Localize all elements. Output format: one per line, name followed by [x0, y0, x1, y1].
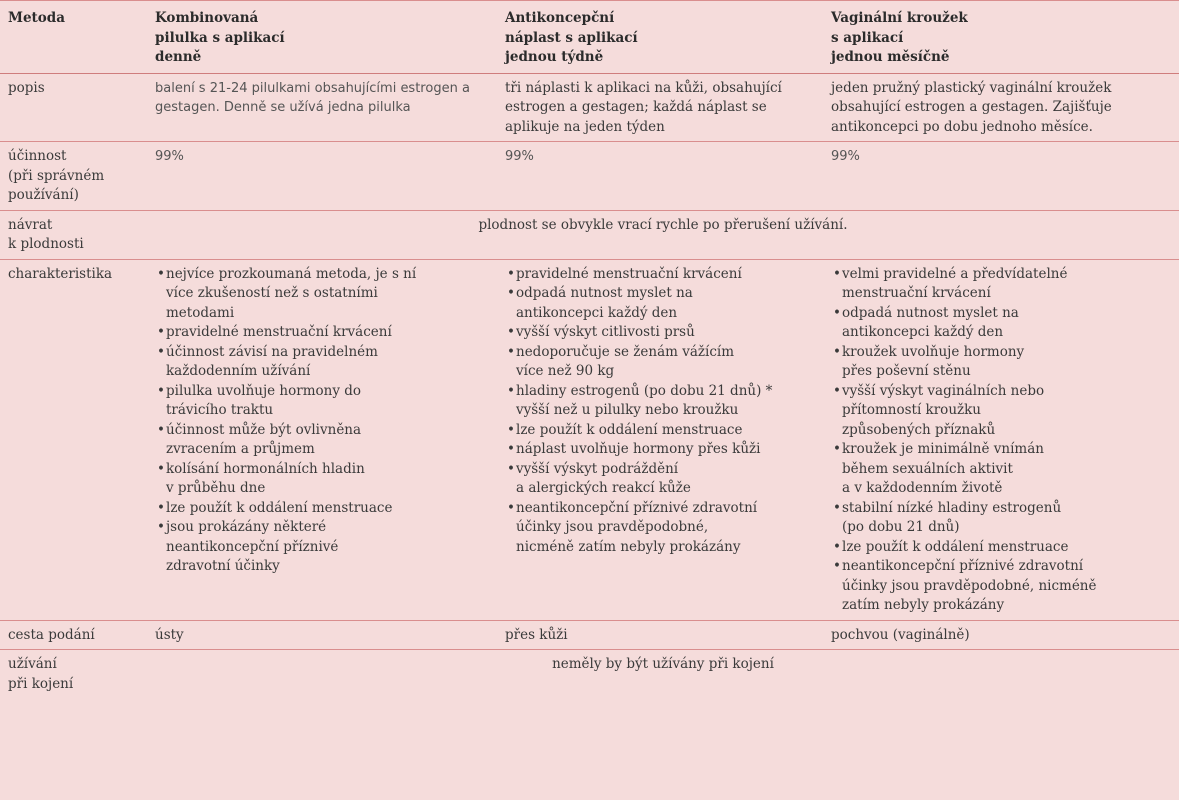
characteristic-line: zatím nebyly prokázány [842, 597, 1005, 613]
characteristic-line: pravidelné menstruační krvácení [516, 265, 742, 282]
bullet-marker: • [507, 499, 515, 516]
characteristic-line: a alergických reakcí kůže [516, 480, 691, 496]
characteristic-line: přítomností kroužku [842, 402, 981, 418]
characteristic-item [831, 265, 1171, 304]
bullet-marker: • [157, 421, 165, 438]
characteristic-line: více zkušeností než s ostatními [166, 285, 378, 301]
characteristic-line: menstruační krvácení [842, 285, 991, 301]
bullet-marker: • [157, 499, 165, 516]
characteristic-line: kolísání hormonálních hladin [166, 460, 365, 477]
characteristic-item [155, 499, 489, 519]
row-charakteristika [0, 259, 1179, 620]
characteristic-line: náplast uvolňuje hormony přes kůži [516, 441, 761, 457]
bullet-marker: • [507, 441, 515, 457]
characteristic-line: účinky jsou pravděpodobné, [516, 519, 709, 535]
bullet-marker: • [157, 324, 165, 340]
cell-navrat-value: plodnost se obvykle vrací rychle po přerušení užívání. [147, 210, 1179, 259]
characteristic-line: lze použít k oddálení menstruace [842, 538, 1069, 555]
characteristic-item [831, 343, 1171, 382]
cell-ucinnost-ring: 99% [823, 142, 1179, 211]
characteristic-line: pilulka uvolňuje hormony do [166, 382, 362, 399]
bullet-marker: • [833, 304, 841, 321]
row-label-cesta: cesta podání [0, 620, 147, 650]
characteristic-line: v průběhu dne [166, 480, 266, 496]
cell-char-pill [147, 259, 497, 620]
characteristic-line: nedoporučuje se ženám vážícím [516, 343, 735, 360]
characteristic-item [155, 382, 489, 421]
characteristic-line: kroužek je minimálně vnímán [842, 441, 1044, 457]
bullet-marker: • [833, 343, 841, 360]
bullet-marker: • [507, 343, 515, 360]
characteristic-line: více než 90 kg [516, 363, 615, 379]
characteristic-line: každodenním užívání [166, 363, 311, 379]
characteristic-item [505, 499, 815, 558]
characteristic-line: přes poševní stěnu [842, 363, 971, 379]
characteristic-line: (po dobu 21 dnů) [842, 519, 960, 535]
cell-popis-pill: balení s 21-24 pilulkami obsahujícími estrogen a gestagen. Denně se užívá jedna pilulka [147, 73, 497, 142]
row-ucinnost [0, 142, 1179, 211]
characteristic-line: vyšší než u pilulky nebo kroužku [516, 402, 739, 418]
characteristic-item [505, 382, 815, 421]
characteristic-line: zdravotní účinky [166, 558, 280, 574]
characteristic-item [831, 304, 1171, 343]
characteristic-line: lze použít k oddálení menstruace [516, 421, 743, 438]
characteristic-line: kroužek uvolňuje hormony [842, 343, 1025, 360]
bullet-marker: • [833, 558, 841, 574]
characteristic-line: vyšší výskyt citlivosti prsů [516, 324, 695, 340]
bullet-marker: • [833, 441, 841, 457]
bullet-marker: • [507, 382, 515, 399]
characteristic-line: odpadá nutnost myslet na [516, 285, 693, 301]
cell-ucinnost-patch: 99% [497, 142, 823, 211]
bullet-marker: • [833, 499, 841, 516]
characteristic-line: antikoncepci každý den [842, 324, 1004, 340]
characteristic-item [831, 557, 1171, 616]
characteristic-line: pravidelné menstruační krvácení [166, 324, 392, 340]
characteristic-line: neantikoncepční příznivé zdravotní [516, 499, 758, 516]
characteristic-line: odpadá nutnost myslet na [842, 304, 1019, 321]
row-label-kojeni: užívání při kojení [8, 656, 74, 692]
char-list-ring [831, 265, 1171, 616]
characteristic-line: nejvíce prozkoumaná metoda, je s ní [166, 265, 417, 282]
header-method: Metoda [0, 1, 147, 74]
characteristic-line: zvracením a průjmem [166, 441, 315, 457]
cell-cesta-patch: přes kůži [497, 620, 823, 650]
characteristic-line: vyšší výskyt vaginálních nebo [842, 382, 1045, 399]
characteristic-item [155, 460, 489, 499]
characteristic-line: účinky jsou pravděpodobné, nicméně [842, 577, 1097, 594]
characteristic-line: vyšší výskyt podráždění [516, 460, 679, 477]
header-row [0, 1, 1179, 74]
cell-popis-patch: tři náplasti k aplikaci na kůži, obsahující estrogen a gestagen; každá náplast se aplikuje na jeden týden [497, 73, 823, 142]
characteristic-line: neantikoncepční příznivé [166, 538, 339, 555]
characteristic-item [155, 421, 489, 460]
characteristic-line: nicméně zatím nebyly prokázány [516, 538, 741, 555]
characteristic-line: a v každodenním životě [842, 480, 1003, 496]
bullet-marker: • [157, 265, 165, 282]
characteristic-item [831, 440, 1171, 499]
characteristic-line: způsobených příznaků [842, 421, 996, 438]
cell-cesta-pill: ústy [147, 620, 497, 650]
row-label-charakteristika: charakteristika [0, 259, 147, 620]
row-cesta [0, 620, 1179, 650]
row-navrat [0, 210, 1179, 259]
characteristic-line: hladiny estrogenů (po dobu 21 dnů) * [516, 382, 773, 399]
characteristic-item [505, 460, 815, 499]
characteristic-item [155, 518, 489, 577]
characteristic-line: lze použít k oddálení menstruace [166, 499, 393, 516]
cell-cesta-ring: pochvou (vaginálně) [823, 620, 1179, 650]
bullet-marker: • [157, 382, 165, 399]
bullet-marker: • [833, 382, 841, 399]
characteristic-line: metodami [166, 304, 235, 321]
characteristic-line: velmi pravidelné a předvídatelné [842, 265, 1068, 282]
cell-char-patch [497, 259, 823, 620]
header-ring: Vaginální kroužek s aplikací jednou měsíčně [823, 1, 1179, 74]
row-label-ucinnost: účinnost (při správném používání) [0, 142, 147, 211]
characteristic-item [505, 440, 815, 460]
characteristic-item [505, 343, 815, 382]
characteristic-line: účinnost může být ovlivněna [166, 421, 362, 438]
bullet-marker: • [507, 324, 515, 340]
row-kojeni [0, 650, 1179, 699]
characteristic-item [155, 323, 489, 343]
cell-kojeni-value: neměly by být užívány při kojení [552, 656, 774, 672]
characteristic-line: účinnost závisí na pravidelném [166, 343, 378, 360]
cell-char-ring [823, 259, 1179, 620]
bullet-marker: • [157, 519, 165, 535]
bullet-marker: • [157, 460, 165, 477]
bullet-marker: • [157, 343, 165, 360]
row-label-popis: popis [0, 73, 147, 142]
characteristic-line: jsou prokázány některé [166, 519, 327, 535]
row-popis [0, 73, 1179, 142]
header-patch: Antikoncepční náplast s aplikací jednou týdně [497, 1, 823, 74]
characteristic-item [505, 284, 815, 323]
char-list-pill [155, 265, 489, 577]
characteristic-item [831, 382, 1171, 441]
bullet-marker: • [507, 460, 515, 477]
bullet-marker: • [507, 265, 515, 282]
cell-popis-ring: jeden pružný plastický vaginální kroužek obsahující estrogen a gestagen. Zajišťuje antikoncepci po dobu jednoho měsíce. [823, 73, 1179, 142]
characteristic-line: stabilní nízké hladiny estrogenů [842, 499, 1062, 516]
bullet-marker: • [507, 285, 515, 301]
characteristic-item [831, 499, 1171, 538]
characteristic-item [505, 421, 815, 441]
characteristic-line: během sexuálních aktivit [842, 460, 1013, 477]
characteristic-item [505, 265, 815, 285]
characteristic-item [155, 265, 489, 324]
bullet-marker: • [833, 265, 841, 282]
characteristic-item [505, 323, 815, 343]
characteristic-item [831, 538, 1171, 558]
bullet-marker: • [507, 421, 515, 438]
bullet-marker: • [833, 538, 841, 555]
char-list-patch [505, 265, 815, 558]
characteristic-line: trávicího traktu [166, 402, 274, 418]
characteristic-item [155, 343, 489, 382]
characteristic-line: neantikoncepční příznivé zdravotní [842, 558, 1084, 574]
header-pill: Kombinovaná pilulka s aplikací denně [147, 1, 497, 74]
cell-ucinnost-pill: 99% [147, 142, 497, 211]
row-label-navrat: návrat k plodnosti [0, 210, 147, 259]
characteristic-line: antikoncepci každý den [516, 304, 678, 321]
